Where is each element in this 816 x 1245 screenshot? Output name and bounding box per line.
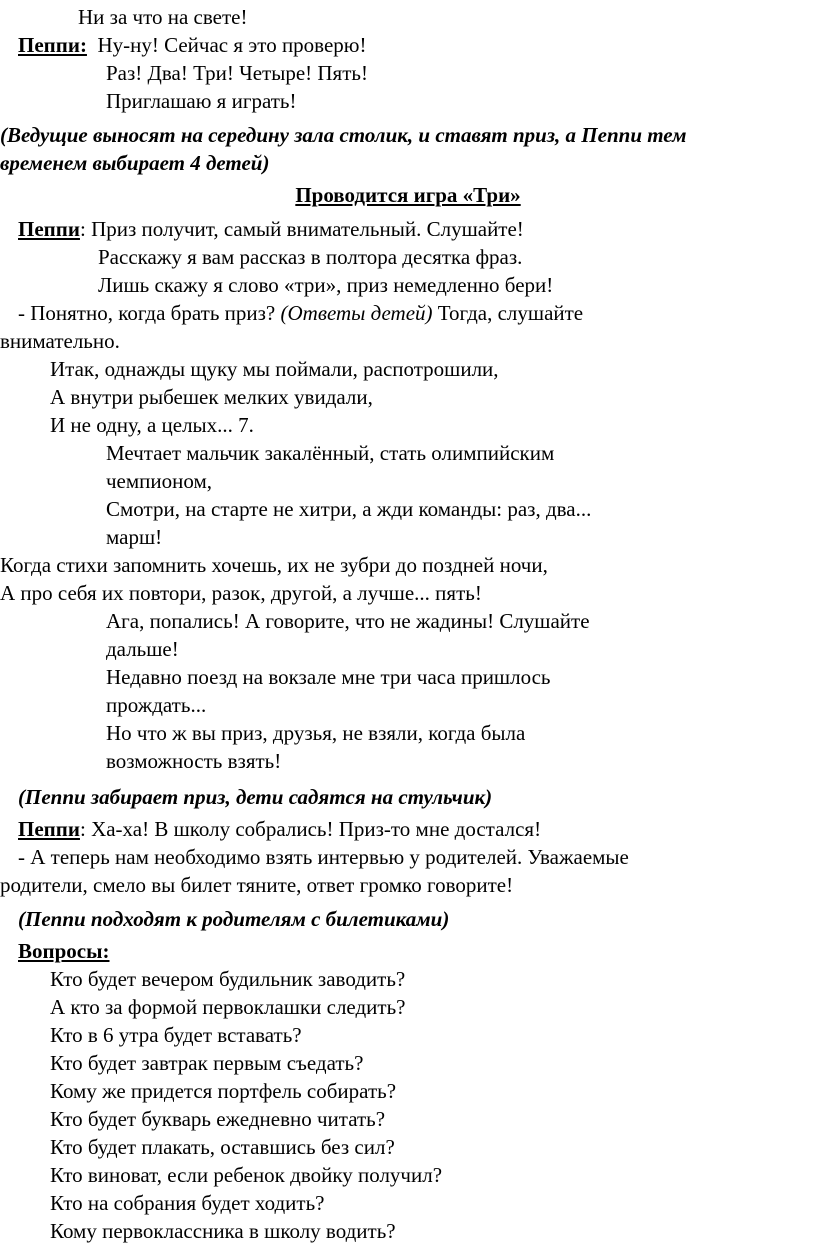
game-line-4-italic: (Ответы детей): [280, 301, 433, 325]
question-item: Кому первоклассника в школу водить?: [50, 1219, 396, 1243]
game-line-4-a: - Понятно, когда брать приз?: [18, 301, 276, 325]
intro-line-3: Раз! Два! Три! Четыре! Пять!: [106, 61, 368, 85]
after-line-2: - А теперь нам необходимо взять интервью у родителей. Уважаемые: [18, 845, 629, 869]
game-line-4-b: Тогда, слушайте: [437, 301, 584, 325]
story-line: Недавно поезд на вокзале мне три часа пришлось: [106, 665, 551, 689]
stage-direction-3: (Пеппи подходят к родителям с билетиками): [18, 907, 450, 931]
story-line: прождать...: [106, 693, 207, 717]
question-item: Кто на собрания будет ходить?: [50, 1191, 325, 1215]
story-line: марш!: [106, 525, 163, 549]
speaker-name: Пеппи: [18, 217, 80, 241]
stage-direction-1-line-2: временем выбирает 4 детей): [0, 151, 270, 175]
stage-direction-2: (Пеппи забирает приз, дети садятся на стульчик): [18, 785, 493, 809]
question-item: А кто за формой первоклашки следить?: [50, 995, 406, 1019]
stage-direction-1-line-1: (Ведущие выносят на середину зала столик, и ставят приз, а Пеппи тем: [0, 123, 687, 147]
speaker-name: Пеппи: [18, 817, 80, 841]
story-line: дальше!: [106, 637, 179, 661]
story-line: Когда стихи запомнить хочешь, их не зубри до поздней ночи,: [0, 553, 548, 577]
game-line-3: Лишь скажу я слово «три», приз немедленно бери!: [98, 273, 554, 297]
story-line: А внутри рыбешек мелких увидали,: [50, 385, 373, 409]
speaker-colon: :: [79, 817, 86, 841]
story-line: Ага, попались! А говорите, что не жадины! Слушайте: [106, 609, 590, 633]
game-title: Проводится игра «Три»: [295, 183, 521, 207]
game-line-1-text: Приз получит, самый внимательный. Слушайте!: [91, 217, 524, 241]
after-line-1: [18, 815, 541, 843]
game-line-2: Расскажу я вам рассказ в полтора десятка фраз.: [98, 245, 523, 269]
game-line-5: внимательно.: [0, 329, 120, 353]
story-line: Мечтает мальчик закалённый, стать олимпийским: [106, 441, 555, 465]
speaker-name: Пеппи:: [18, 33, 87, 57]
story-line: чемпионом,: [106, 469, 213, 493]
story-line: Итак, однажды щуку мы поймали, распотрошили,: [50, 357, 499, 381]
question-item: Кто будет букварь ежедневно читать?: [50, 1107, 386, 1131]
intro-line-2-text: Ну-ну! Сейчас я это проверю!: [97, 33, 367, 57]
question-item: Кому же придется портфель собирать?: [50, 1079, 397, 1103]
after-line-3: родители, смело вы билет тяните, ответ громко говорите!: [0, 873, 514, 897]
story-line: возможность взять!: [106, 749, 282, 773]
game-line-4: [18, 299, 583, 327]
after-line-1-text: Ха-ха! В школу собрались! Приз-то мне достался!: [91, 817, 542, 841]
story-line: Смотри, на старте не хитри, а жди команды: раз, два...: [106, 497, 592, 521]
story-line: И не одну, а целых... 7.: [50, 413, 254, 437]
intro-line-1: Ни за что на свете!: [78, 5, 248, 29]
story-line: А про себя их повтори, разок, другой, а лучше... пять!: [0, 581, 482, 605]
question-item: Кто будет завтрак первым съедать?: [50, 1051, 364, 1075]
speaker-colon: :: [79, 217, 86, 241]
intro-line-2: [18, 31, 366, 59]
story-line: Но что ж вы приз, друзья, не взяли, когда была: [106, 721, 526, 745]
question-item: Кто будет вечером будильник заводить?: [50, 967, 406, 991]
game-line-1: [18, 215, 524, 243]
question-item: Кто будет плакать, оставшись без сил?: [50, 1135, 395, 1159]
intro-line-4: Приглашаю я играть!: [106, 89, 297, 113]
question-item: Кто виноват, если ребенок двойку получил?: [50, 1163, 443, 1187]
question-item: Кто в 6 утра будет вставать?: [50, 1023, 302, 1047]
questions-title: Вопросы:: [18, 939, 110, 963]
